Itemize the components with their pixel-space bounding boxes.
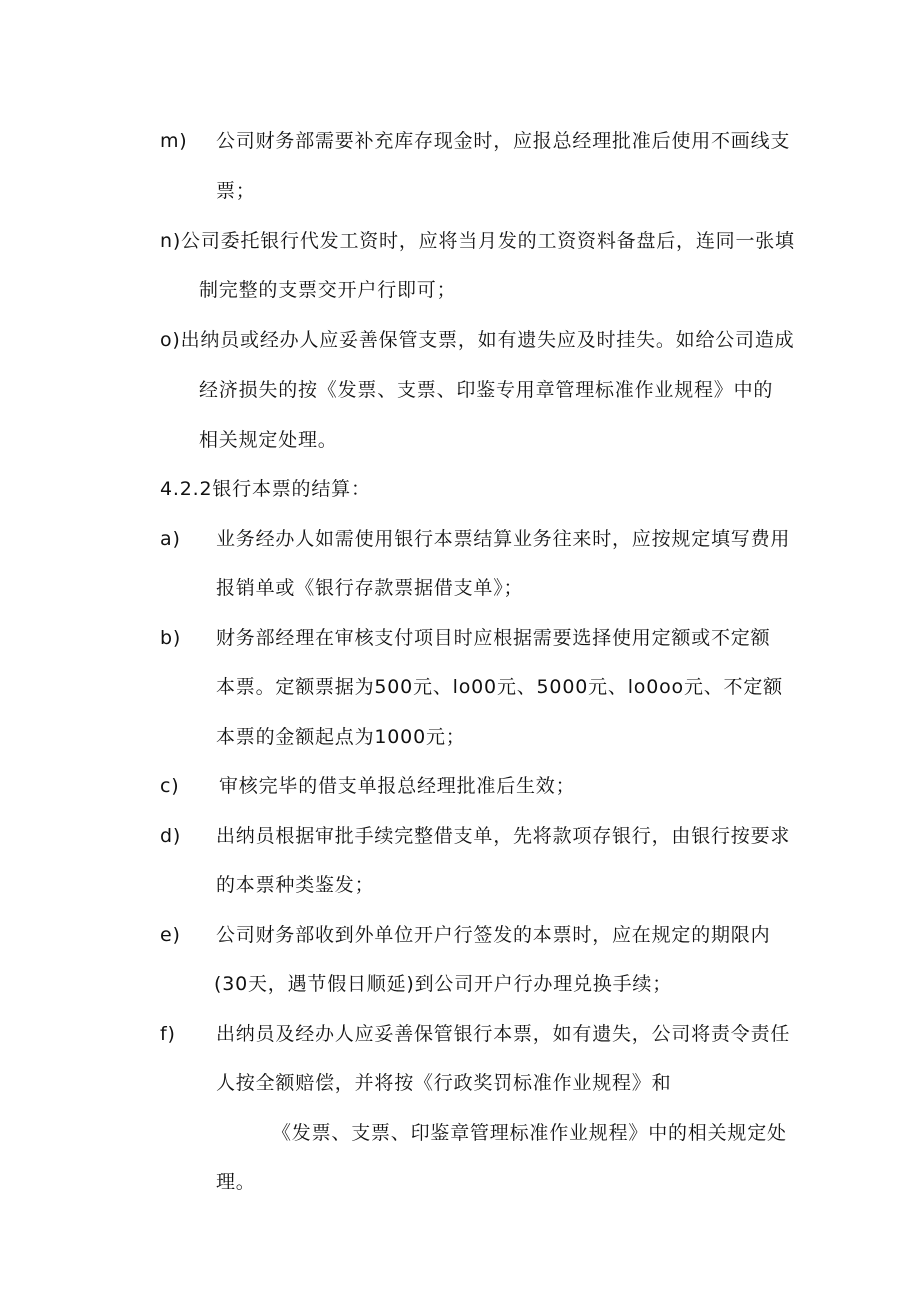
list-marker: c) [160, 775, 180, 797]
list-item-text: 出纳员及经办人应妥善保管银行本票，如有遗失，公司将责令责任 [216, 1023, 791, 1045]
list-item-m [0, 126, 920, 156]
list-item-continuation [0, 722, 920, 752]
list-item-text: 本票的金额起点为1000元； [216, 726, 466, 748]
list-item-text: (30天，遇节假日顺延)到公司开户行办理兑换手续； [214, 973, 673, 995]
section-heading-text: 4.2.2银行本票的结算： [160, 478, 371, 500]
list-item-c [0, 771, 920, 801]
list-item-text: 的本票种类鉴发； [216, 874, 375, 896]
list-marker: b) [160, 627, 182, 649]
list-item-e [0, 920, 920, 950]
list-item-f [0, 1019, 920, 1049]
list-item-continuation [0, 1167, 920, 1197]
list-item-continuation [0, 870, 920, 900]
list-item-text: 报销单或《银行存款票据借支单》； [216, 577, 524, 599]
list-item-text: 人按全额赔偿，并将按《行政奖罚标准作业规程》和 [216, 1072, 672, 1094]
section-heading [0, 474, 920, 504]
list-item-text: 制完整的支票交开户行即可； [199, 279, 457, 301]
list-item-text: 本票。定额票据为500元、lo00元、5000元、lo0oo元、不定额 [216, 676, 783, 698]
list-marker: d) [160, 825, 182, 847]
list-marker: m) [160, 130, 188, 152]
list-item-continuation [0, 176, 920, 206]
list-item-o [0, 325, 920, 355]
list-item-continuation [0, 969, 920, 999]
list-item-continuation [0, 275, 920, 305]
list-item-text: 出纳员根据审批手续完整借支单，先将款项存银行，由银行按要求 [216, 825, 791, 847]
list-item-text: 公司财务部收到外单位开户行签发的本票时，应在规定的期限内 [216, 924, 771, 946]
list-item-text: o)出纳员或经办人应妥善保管支票，如有遗失应及时挂失。如给公司造成 [160, 329, 795, 351]
list-item-continuation [0, 672, 920, 702]
list-item-continuation [0, 1068, 920, 1098]
list-item-b [0, 623, 920, 653]
list-item-text: 经济损失的按《发票、支票、印鉴专用章管理标准作业规程》中的 [199, 379, 774, 401]
list-marker: a) [160, 528, 181, 550]
list-item-text: 理。 [216, 1171, 256, 1193]
list-item-text: 业务经办人如需使用银行本票结算业务往来时，应按规定填写费用 [216, 528, 791, 550]
list-item-n [0, 226, 920, 256]
list-item-text: 公司财务部需要补充库存现金时，应报总经理批准后使用不画线支 [216, 130, 791, 152]
list-item-continuation [0, 573, 920, 603]
list-item-text: 相关规定处理。 [199, 429, 338, 451]
list-marker: e) [160, 924, 181, 946]
list-item-a [0, 524, 920, 554]
list-item-text: 票； [216, 180, 256, 202]
list-item-text: 《发票、支票、印鉴章管理标准作业规程》中的相关规定处 [272, 1122, 787, 1144]
list-item-text: n)公司委托银行代发工资时，应将当月发的工资资料备盘后，连同一张填 [160, 230, 795, 252]
list-item-d [0, 821, 920, 851]
list-item-text: 审核完毕的借支单报总经理批准后生效； [219, 775, 576, 797]
list-item-continuation [0, 1118, 920, 1148]
list-marker: f) [160, 1023, 176, 1045]
list-item-text: 财务部经理在审核支付项目时应根据需要选择使用定额或不定额 [216, 627, 771, 649]
list-item-continuation [0, 425, 920, 455]
list-item-continuation [0, 375, 920, 405]
